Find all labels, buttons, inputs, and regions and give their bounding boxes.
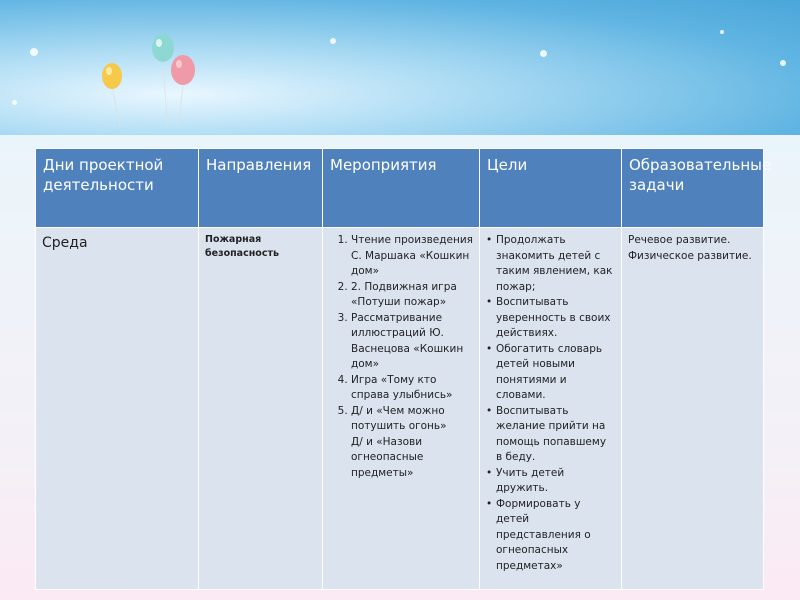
table-row <box>36 228 764 590</box>
cell-goals <box>480 228 622 590</box>
sparkle <box>780 60 786 66</box>
list-item: 1. Чтение произведения С. Маршака «Кошкин дом» <box>351 233 473 280</box>
cell-events <box>323 228 480 590</box>
list-item: • Продолжать знакомить детей с таким явлением, как пожар; <box>492 233 615 295</box>
list-item: • Воспитывать желание прийти на помощь попавшему в беду. <box>492 404 615 466</box>
cell-direction: Пожарная безопасность <box>199 228 323 590</box>
sparkle <box>30 48 38 56</box>
event-extra-text: Д/ и «Назови огнеопасные предметы» <box>351 435 424 479</box>
list-item <box>351 404 473 482</box>
cell-tasks: Речевое развитие. Физическое развитие. <box>622 228 764 590</box>
events-list <box>329 233 473 481</box>
header-events: Мероприятия <box>323 149 480 228</box>
list-item: 4. Игра «Тому кто справа улыбнись» <box>351 373 473 404</box>
header-tasks: Образовательные задачи <box>622 149 764 228</box>
header-days: Дни проектной деятельности <box>36 149 199 228</box>
project-plan-table <box>35 148 772 590</box>
list-item: • Воспитывать уверенность в своих действиях. <box>492 295 615 342</box>
list-item: • Учить детей дружить. <box>492 466 615 497</box>
table-header-row <box>36 149 764 228</box>
sparkle <box>540 50 547 57</box>
list-item: • Формировать у детей представления о огнеопасных предметах» <box>492 497 615 575</box>
balloons-icon <box>90 28 210 128</box>
cell-day: Среда <box>36 228 199 590</box>
event-text: Д/ и «Чем можно потушить огонь» <box>351 404 447 432</box>
header-goals: Цели <box>480 149 622 228</box>
list-item: • Обогатить словарь детей новыми понятиями и словами. <box>492 342 615 404</box>
list-item: 3. Рассматривание иллюстраций Ю. Васнецова «Кошкин дом» <box>351 311 473 373</box>
sparkle <box>330 38 336 44</box>
header-directions: Направления <box>199 149 323 228</box>
list-item: 2. 2. Подвижная игра «Потуши пожар» <box>351 280 473 311</box>
goals-list <box>486 233 615 574</box>
sparkle <box>12 100 17 105</box>
sparkle <box>720 30 724 34</box>
sky-background <box>0 0 800 135</box>
